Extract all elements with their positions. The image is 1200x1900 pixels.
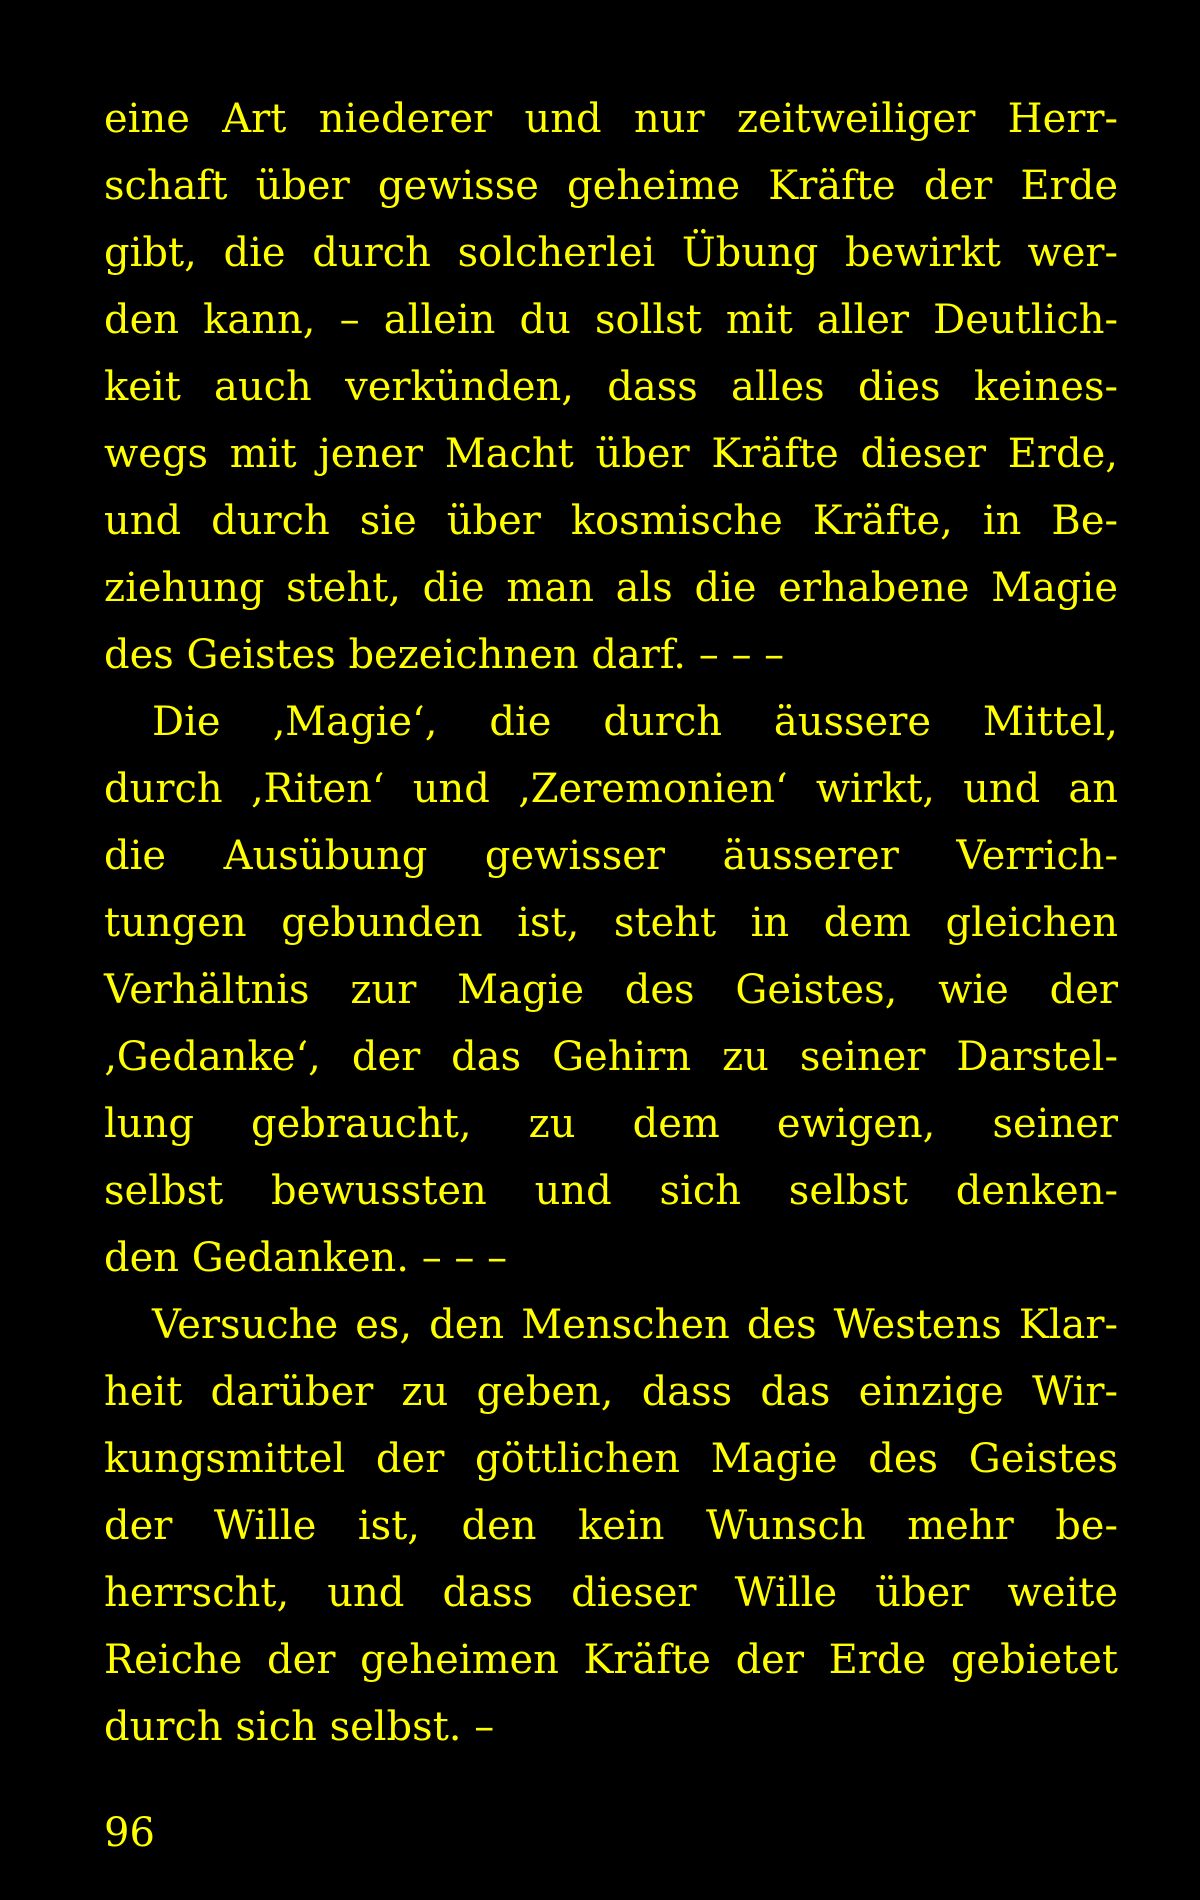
text-line: kungsmittel der göttlichen Magie des Geistes	[104, 1436, 1118, 1482]
paragraph	[104, 689, 1118, 1292]
text-line: heit darüber zu geben, dass das einzige Wir-	[104, 1369, 1118, 1415]
text-line: ziehung steht, die man als die erhabene Magie	[104, 565, 1118, 611]
text-line: lung gebraucht, zu dem ewigen, seiner	[104, 1101, 1118, 1147]
text-line: Verhältnis zur Magie des Geistes, wie der	[104, 967, 1118, 1013]
text-line: die Ausübung gewisser äusserer Verrich-	[104, 833, 1118, 879]
text-line: selbst bewussten und sich selbst denken-	[104, 1168, 1118, 1214]
paragraph	[104, 86, 1118, 689]
text-line: durch sich selbst. –	[104, 1704, 495, 1750]
text-line: Versuche es, den Menschen des Westens Klar-	[152, 1302, 1118, 1348]
text-line: tungen gebunden ist, steht in dem gleichen	[104, 900, 1118, 946]
text-line: und durch sie über kosmische Kräfte, in Be-	[104, 498, 1118, 544]
text-line: schaft über gewisse geheime Kräfte der Erde	[104, 163, 1118, 209]
text-line: durch ‚Riten‘ und ‚Zeremonien‘ wirkt, und an	[104, 766, 1118, 812]
text-line: des Geistes bezeichnen darf. – – –	[104, 632, 785, 678]
body-text	[104, 86, 1118, 1761]
text-line: den Gedanken. – – –	[104, 1235, 508, 1281]
text-line: herrscht, und dass dieser Wille über weite	[104, 1570, 1118, 1616]
paragraph	[104, 1292, 1118, 1761]
text-line: gibt, die durch solcherlei Übung bewirkt wer-	[104, 230, 1118, 276]
text-line: eine Art niederer und nur zeitweiliger Herr-	[104, 96, 1118, 142]
text-line: der Wille ist, den kein Wunsch mehr be-	[104, 1503, 1118, 1549]
page-number: 96	[104, 1810, 155, 1856]
text-line: den kann, – allein du sollst mit aller Deutlich-	[104, 297, 1118, 343]
text-line: Reiche der geheimen Kräfte der Erde gebietet	[104, 1637, 1118, 1683]
text-line: Die ‚Magie‘, die durch äussere Mittel,	[152, 699, 1118, 745]
text-line: keit auch verkünden, dass alles dies keines-	[104, 364, 1118, 410]
text-line: wegs mit jener Macht über Kräfte dieser Erde,	[104, 431, 1118, 477]
text-line: ‚Gedanke‘, der das Gehirn zu seiner Darstel-	[104, 1034, 1118, 1080]
